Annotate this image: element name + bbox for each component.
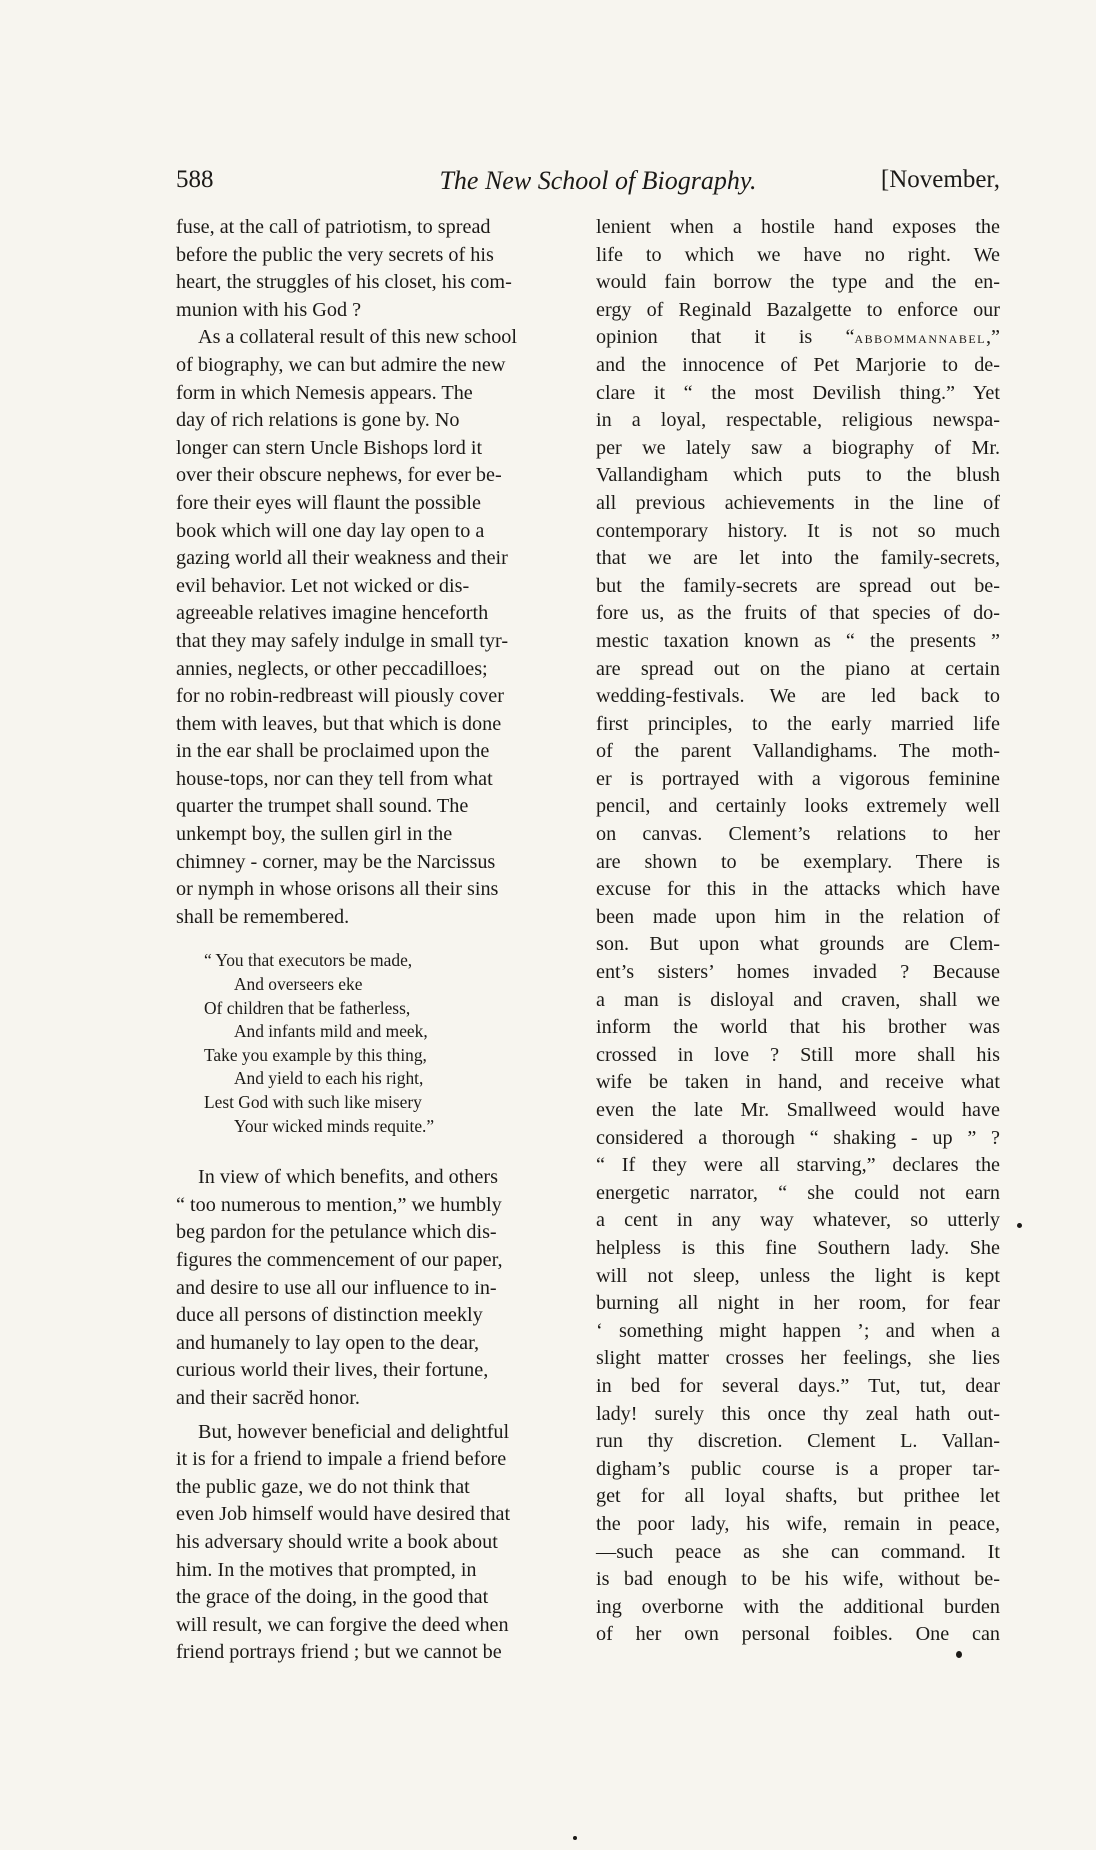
text-line: pencil, and certainly looks extremely well [596,795,1000,818]
left-column [176,214,568,1667]
text-line: in a loyal, respectable, religious newspa- [596,409,1000,432]
text-line: all previous achievements in the line of [596,491,1000,514]
text-line: on canvas. Clement’s relations to her [596,823,1000,846]
text-line: mestic taxation known as “ the presents ” [596,629,1000,652]
text-line: life to which we have no right. We [596,243,1000,266]
text-line: “ If they were all starving,” declares the [596,1154,1000,1177]
text-line: crossed in love ? Still more shall his [596,1043,1000,1066]
text-line: get for all loyal shafts, but prithee let [596,1485,1000,1508]
poem-line: Lest God with such like misery [204,1092,422,1112]
text-line: even the late Mr. Smallweed would have [596,1099,1000,1121]
text-line: curious world their lives, their fortune, [176,1359,489,1382]
text-line: unkempt boy, the sullen girl in the [176,823,453,846]
text-line: quarter the trumpet shall sound. The [176,795,469,818]
text-line: a man is disloyal and craven, shall we [596,988,1000,1011]
paragraph [176,324,568,931]
text-line: “ too numerous to mention,” we humbly [176,1193,502,1216]
text-line: inform the world that his brother was [596,1016,1000,1039]
text-line: son. But upon what grounds are Clem- [596,933,1000,956]
poem-line: And overseers eke [234,974,363,995]
text-line: duce all persons of distinction meekly [176,1304,483,1327]
text-line: lenient when a hostile hand exposes the [596,216,1000,238]
text-run: opinion that it is “ [596,326,855,349]
text-line: ing overborne with the additional burden [596,1595,1000,1618]
text-line: in the ear shall be proclaimed upon the [176,740,490,763]
paragraph [176,1164,568,1412]
text-line: but the family-secrets are spread out be- [596,574,1000,597]
text-line: will not sleep, unless the light is kept [596,1264,1000,1287]
text-line: of her own personal foibles. One can [596,1623,1000,1646]
poem-line: Take you example by this thing, [204,1044,427,1065]
text-line: that they may safely indulge in small tyr- [176,629,509,652]
text-line: and the innocence of Pet Marjorie to de- [596,353,1000,376]
poem-quotation [204,949,568,1138]
ink-speck [573,1836,577,1840]
text-line: ‘ something might happen ’; and when a [596,1319,1000,1342]
text-line: of the parent Vallandighams. The moth- [596,740,1000,763]
text-line: wife be taken in hand, and receive what [596,1071,1000,1094]
text-line: energetic narrator, “ she could not earn [596,1181,1000,1204]
text-line: in bed for several days.” Tut, tut, dear [596,1374,1000,1397]
text-line: munion with his God ? [176,298,362,321]
text-line: clare it “ the most Devilish thing.” Yet [596,381,1000,404]
text-line: for no robin-redbreast will piously cover [176,685,504,708]
poem-line: Your wicked minds requite.” [234,1115,435,1136]
text-line: his adversary should write a book about [176,1530,498,1553]
text-line: But, however beneficial and delightful [198,1420,510,1443]
text-line: and humanely to lay open to the dear, [176,1331,480,1354]
poem-line: And yield to each his right, [234,1068,424,1089]
text-line: of biography, we can but admire the new [176,353,506,376]
text-line: burning all night in her room, for fear [596,1292,1000,1315]
text-line: excuse for this in the attacks which have [596,878,1000,901]
text-line: and their sacrĕd honor. [176,1386,360,1409]
text-line: are shown to be exemplary. There is [596,850,1000,873]
text-line: fuse, at the call of patriotism, to spread [176,216,491,238]
text-line: the grace of the doing, in the good that [176,1586,489,1609]
ink-speck [1017,1223,1022,1228]
right-column [596,214,1000,1649]
text-line: gazing world all their weakness and their [176,547,508,570]
running-title: The New School of Biography. [439,166,757,195]
page-number: 588 [176,166,214,193]
text-line: over their obscure nephews, for ever be- [176,464,502,487]
text-line: and desire to use all our influence to in- [176,1276,497,1299]
text-line: annies, neglects, or other peccadilloes; [176,657,488,680]
text-line: them with leaves, but that which is done [176,712,502,735]
text-line: are spread out on the piano at certain [596,657,1000,680]
text-line: digham’s public course is a proper tar- [596,1457,1000,1480]
text-line: it is for a friend to impale a friend before [176,1448,507,1471]
text-line: figures the commencement of our paper, [176,1248,503,1271]
text-line: lady! surely this once thy zeal hath out- [596,1402,1000,1425]
text-line: or nymph in whose orisons all their sins [176,878,499,901]
text-line: agreeable relatives imagine henceforth [176,602,489,625]
text-line: been made upon him in the relation of [596,905,1000,928]
text-line: the public gaze, we do not think that [176,1475,470,1498]
text-line: considered a thorough “ shaking - up ” ? [596,1126,1000,1149]
emphasized-word: abbommannabel [854,328,986,348]
ink-speck [956,1651,962,1658]
text-line: heart, the struggles of his closet, his com- [176,271,512,294]
text-line: helpless is this fine Southern lady. She [596,1236,1000,1259]
text-block [596,354,1000,1645]
text-line: Vallandigham which puts to the blush [596,464,1000,487]
text-line: beg pardon for the petulance which dis- [176,1221,497,1244]
text-line: the poor lady, his wife, remain in peace, [596,1512,1000,1535]
issue-month: [November, [880,166,1000,193]
text-line: friend portrays friend ; but we cannot be [176,1641,502,1664]
text-line: fore us, as the fruits of that species of do- [596,602,1000,625]
text-line: even Job himself would have desired that [176,1503,511,1526]
text-line: house-tops, nor can they tell from what [176,767,493,790]
text-line: book which will one day lay open to a [176,519,485,542]
text-line: slight matter crosses her feelings, she lies [596,1347,1000,1370]
page-header [176,166,1000,214]
paragraph [176,1419,568,1667]
text-line: first principles, to the early married life [596,712,1000,735]
text-line: As a collateral result of this new school [198,326,517,349]
text-line: run thy discretion. Clement L. Vallan- [596,1430,1000,1453]
poem-line: And infants mild and meek, [234,1021,428,1042]
paragraph [176,214,568,324]
poem-line: Of children that be fatherless, [204,997,411,1018]
text-line: that we are let into the family-secrets, [596,547,1000,570]
text-line: is bad enough to be his wife, without be- [596,1568,1000,1591]
text-line: form in which Nemesis appears. The [176,381,473,404]
text-line: wedding-festivals. We are led back to [596,685,1000,708]
text-line: fore their eyes will flaunt the possible [176,491,481,514]
text-line: shall be remembered. [176,905,350,928]
text-line: will result, we can forgive the deed when [176,1613,509,1636]
text-line: before the public the very secrets of his [176,243,494,266]
text-block [596,216,1000,321]
text-run: ,” [985,326,1000,349]
paragraph [596,214,1000,1649]
text-line: ergy of Reginald Bazalgette to enforce our [596,298,1000,321]
text-line: er is portrayed with a vigorous feminine [596,767,1000,790]
text-line: him. In the motives that prompted, in [176,1558,477,1581]
text-line: would fain borrow the type and the en- [596,271,1000,294]
text-line: a cent in any way whatever, so utterly [596,1209,1000,1232]
text-line: per we lately saw a biography of Mr. [596,436,1000,459]
text-line: contemporary history. It is not so much [596,519,1000,542]
text-line: In view of which benefits, and others [198,1166,498,1189]
poem-line: “ You that executors be made, [204,950,413,971]
text-line: chimney - corner, may be the Narcissus [176,850,496,873]
text-line: —such peace as she can command. It [596,1540,1000,1563]
text-line: longer can stern Uncle Bishops lord it [176,436,483,459]
text-line: day of rich relations is gone by. No [176,409,460,432]
text-line: ent’s sisters’ homes invaded ? Because [596,961,1000,984]
text-line: evil behavior. Let not wicked or dis- [176,574,470,597]
